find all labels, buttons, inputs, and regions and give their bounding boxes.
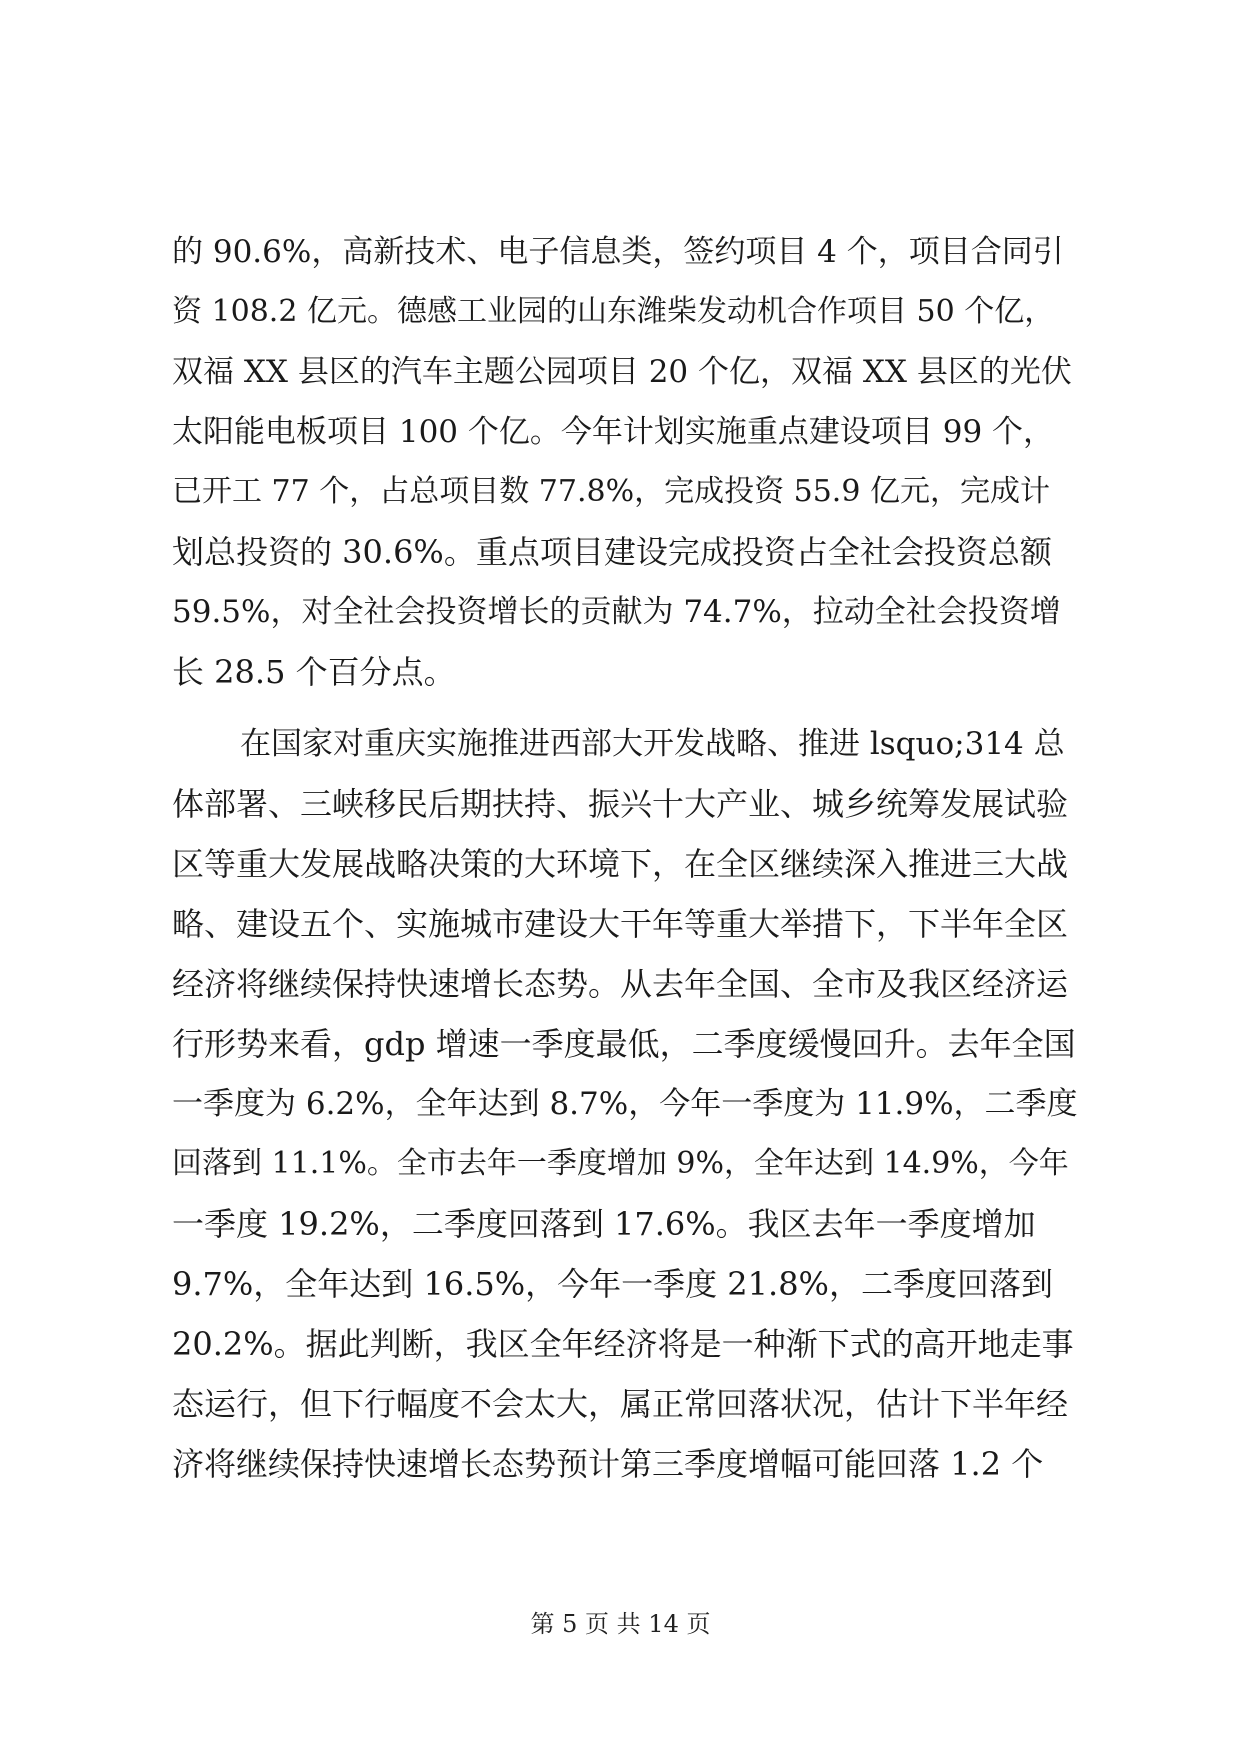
text-line: 一季度为 6.2%，全年达到 8.7%，今年一季度为 11.9%，二季度: [172, 1086, 1078, 1122]
text-line: 行形势来看，gdp 增速一季度最低，二季度缓慢回升。去年全国: [172, 1025, 1076, 1063]
text-line: 区等重大发展战略决策的大环境下，在全区继续深入推进三大战: [172, 845, 1069, 883]
text-line: 59.5%，对全社会投资增长的贡献为 74.7%，拉动全社会投资增: [172, 594, 1061, 630]
text-line: 在国家对重庆实施推进西部大开发战略、推进 lsquo;314 总: [240, 726, 1065, 762]
text-line: 资 108.2 亿元。德感工业园的山东潍柴发动机合作项目 50 个亿，: [172, 294, 1055, 329]
text-line: 已开工 77 个，占总项目数 77.8%，完成投资 55.9 亿元，完成计: [172, 474, 1050, 509]
text-line: 划总投资的 30.6%。重点项目建设完成投资占全社会投资总额: [172, 533, 1052, 571]
text-line: 态运行，但下行幅度不会太大，属正常回落状况，估计下半年经: [172, 1385, 1069, 1423]
text-line: 体部署、三峡移民后期扶持、振兴十大产业、城乡统筹发展试验: [172, 785, 1069, 823]
text-line: 经济将继续保持快速增长态势。从去年全国、全市及我区经济运: [172, 965, 1069, 1003]
paragraph-1: [172, 222, 1078, 702]
text-line: 略、建设五个、实施城市建设大干年等重大举措下，下半年全区: [172, 905, 1069, 943]
document-body: [172, 222, 1078, 1494]
text-line: 9.7%，全年达到 16.5%，今年一季度 21.8%，二季度回落到: [172, 1265, 1053, 1303]
text-line: 回落到 11.1%。全市去年一季度增加 9%，全年达到 14.9%，今年: [172, 1146, 1069, 1181]
page-number-footer: 第 5 页 共 14 页: [530, 1610, 711, 1638]
paragraph-2: [172, 714, 1078, 1494]
text-line: 太阳能电板项目 100 个亿。今年计划实施重点建设项目 99 个，: [172, 414, 1055, 450]
text-line: 一季度 19.2%，二季度回落到 17.6%。我区去年一季度增加: [172, 1205, 1036, 1243]
text-line: 双福 XX 县区的汽车主题公园项目 20 个亿，双福 XX 县区的光伏: [172, 354, 1072, 390]
text-line: 20.2%。据此判断，我区全年经济将是一种渐下式的高开地走事: [172, 1325, 1074, 1363]
text-line: 济将继续保持快速增长态势预计第三季度增幅可能回落 1.2 个: [172, 1445, 1044, 1483]
text-line: 的 90.6%，高新技术、电子信息类，签约项目 4 个，项目合同引: [172, 234, 1064, 270]
text-line: 长 28.5 个百分点。: [172, 653, 456, 691]
